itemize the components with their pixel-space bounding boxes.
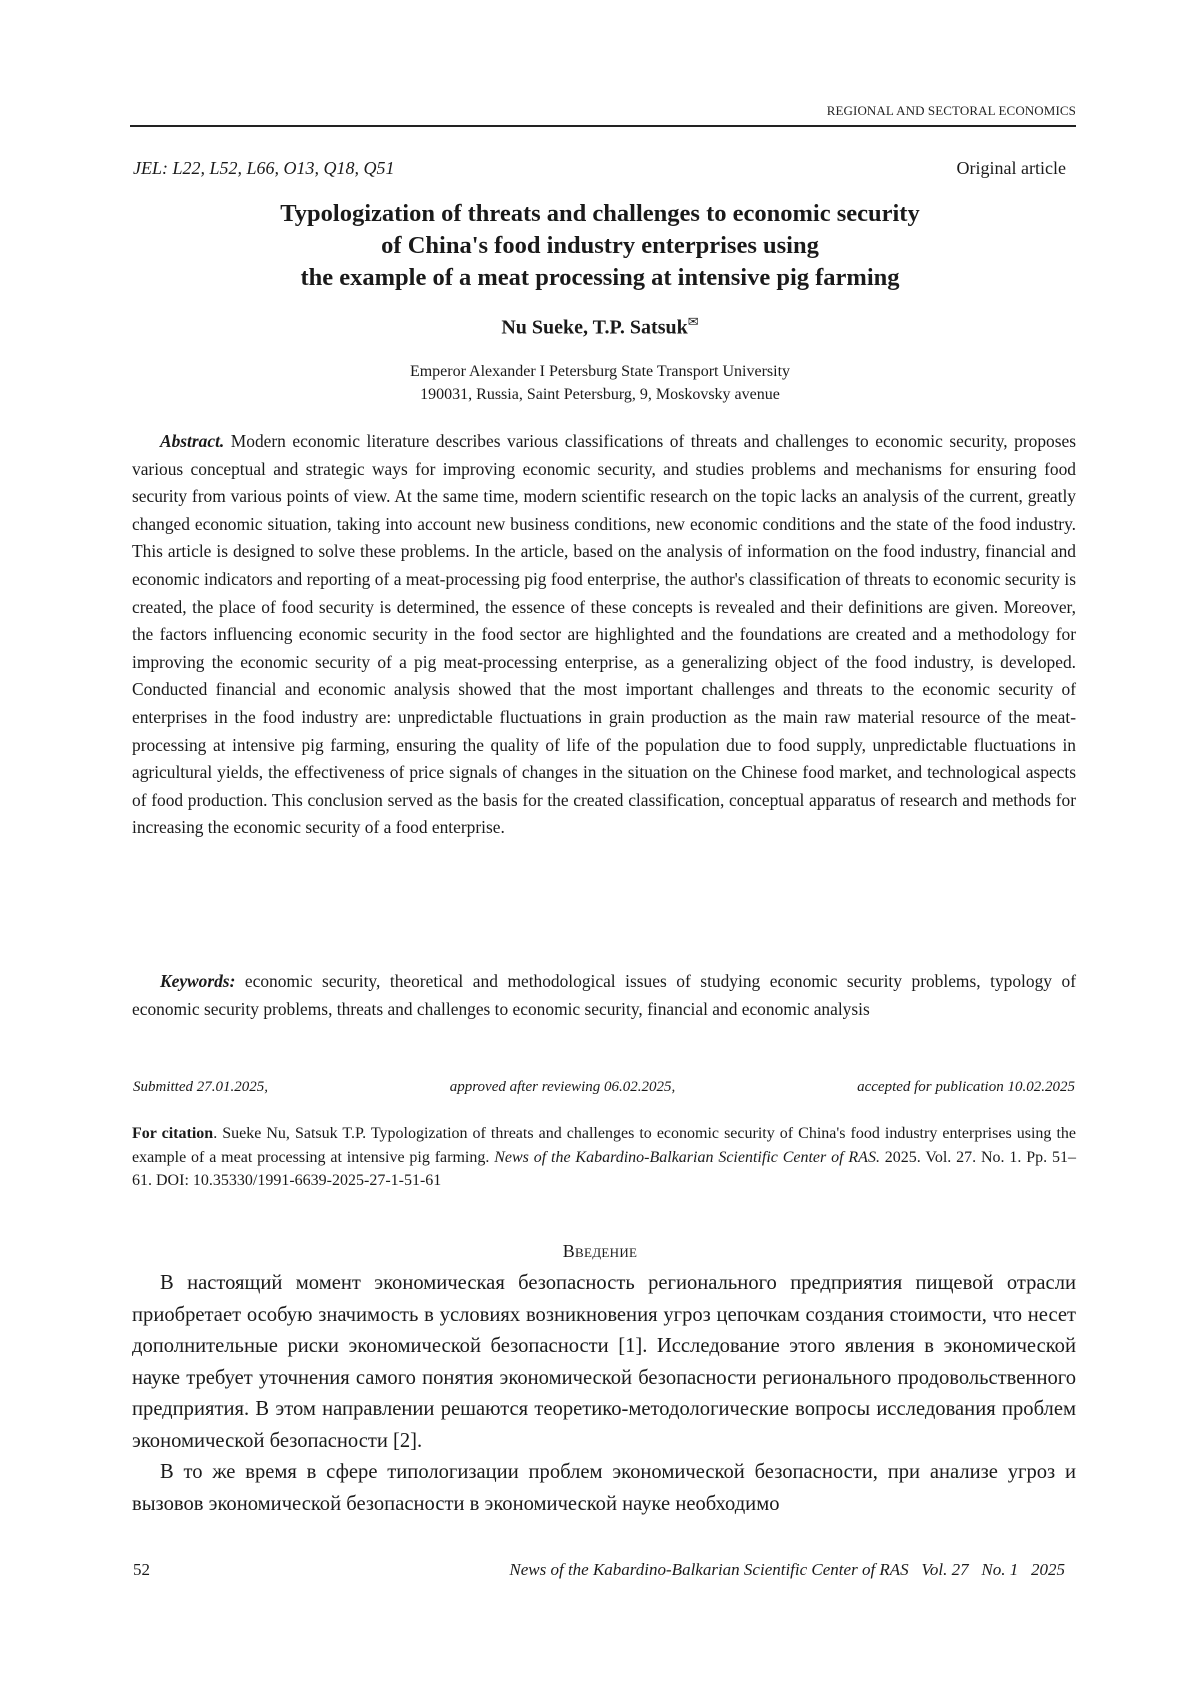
abstract-label: Abstract. (160, 431, 225, 451)
affiliation (150, 360, 1050, 406)
citation-details: 2025. Vol. 27. No. 1. Pp. 51–61. DOI: 10.35330/1991-6639-2025-27-1-51-61 (132, 1148, 1076, 1189)
keywords-label: Keywords: (160, 971, 236, 991)
title-line: Typologization of threats and challenges to economic security (280, 200, 920, 227)
header-rule (130, 125, 1076, 127)
mail-icon[interactable]: ✉ (687, 314, 699, 329)
paragraph: В то же время в сфере типологизации проблем экономической безопасности, при анализе угроз и вызовов экономической безопасности в экономической науке необходимо (132, 1461, 1076, 1515)
citation (132, 1122, 1076, 1193)
authors (150, 314, 1050, 340)
title-line: of China's food industry enterprises using (381, 232, 819, 259)
author-names: Nu Sueke, T.P. Satsuk (501, 316, 688, 339)
title-line: the example of a meat processing at intensive pig farming (300, 264, 900, 291)
affiliation-address: 190031, Russia, Saint Petersburg, 9, Moskovsky avenue (420, 386, 780, 403)
keywords (132, 968, 1076, 1023)
page-number: 52 (133, 1560, 150, 1579)
paper-title (150, 198, 1050, 294)
article-type: Original article (956, 158, 1066, 178)
submitted-date: Submitted 27.01.2025, (133, 1079, 268, 1095)
approved-date: approved after reviewing 06.02.2025, (449, 1079, 676, 1095)
section-heading: Введение (562, 1241, 638, 1261)
body-text (132, 1268, 1076, 1520)
publication-dates (133, 1079, 1075, 1096)
keywords-text: economic security, theoretical and methodological issues of studying economic security problems, typology of economic security problems, threats and challenges to economic security, financial and economic analysis (132, 971, 1076, 1019)
citation-label: For citation (132, 1125, 214, 1142)
paragraph: В настоящий момент экономическая безопасность регионального предприятия пищевой отрасли приобретает особую значимость в условиях возникновения угроз цепочкам создания стоимости, что несет дополнительные риски экономической безопасности [1]. Исследование этого явления в экономической науке требует уточнения самого понятия экономической безопасности регионального продовольственного предприятия. В этом направлении решаются теоретико-методологические вопросы исследования проблем экономической безопасности [2]. (132, 1272, 1076, 1452)
abstract (132, 428, 1076, 842)
accepted-date: accepted for publication 10.02.2025 (857, 1079, 1075, 1095)
footer-journal: News of the Kabardino-Balkarian Scientific Center of RAS Vol. 27 No. 1 2025 (509, 1560, 1065, 1579)
abstract-text: Modern economic literature describes various classifications of threats and challenges to economic security, proposes various conceptual and strategic ways for improving economic security, and studies problems and mechanisms for ensuring food security from various points of view. At the same time, modern scientific research on the topic lacks an analysis of the current, greatly changed economic situation, taking into account new business conditions, new economic conditions and the state of the food industry. This article is designed to solve these problems. In the article, based on the analysis of information on the food industry, financial and economic indicators and reporting of a meat-processing pig food enterprise, the author's classification of threats to economic security is created, the place of food security is determined, the essence of these concepts is revealed and their definitions are given. Moreover, the factors influencing economic security in the food sector are highlighted and the foundations are created and a methodology for improving the economic security of a pig meat-processing enterprise, as a generalizing object of the food industry, is developed. Conducted financial and economic analysis showed that the most important challenges and threats to the economic security of enterprises in the food industry are: unpredictable fluctuations in grain production as the main raw material resource of the meat-processing at intensive pig farming, ensuring the quality of life of the population due to food supply, unpredictable fluctuations in agricultural yields, the effectiveness of price signals of changes in the situation on the Chinese food market, and technological aspects of food production. This conclusion served as the basis for the created classification, conceptual apparatus of research and methods for increasing the economic security of a food enterprise. (132, 431, 1076, 838)
running-head: REGIONAL AND SECTORAL ECONOMICS (826, 103, 1076, 118)
citation-text: . Sueke Nu, Satsuk T.P. Typologization of threats and challenges to economic security of China's food industry enterprises using the example of a meat processing at intensive pig farming. (132, 1125, 1076, 1166)
affiliation-name: Emperor Alexander I Petersburg State Transport University (409, 363, 791, 380)
citation-journal: News of the Kabardino-Balkarian Scientific Center of RAS. (494, 1148, 880, 1166)
jel-codes: JEL: L22, L52, L66, O13, Q18, Q51 (133, 158, 395, 178)
